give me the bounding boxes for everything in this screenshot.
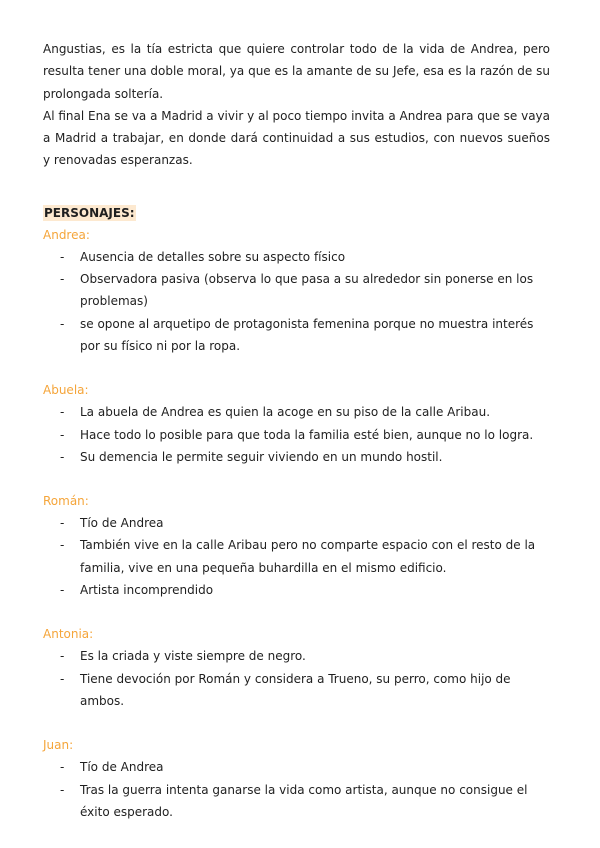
trait-text: También vive en la calle Aribau pero no comparte espacio con el resto de la familia, vive en una pequeña buhardilla en el mismo edificio.: [80, 538, 536, 575]
trait-item: [43, 534, 550, 579]
trait-text: Hace todo lo posible para que toda la familia esté bien, aunque no lo logra.: [80, 427, 534, 442]
intro-paragraph-1: Angustias, es la tía estricta que quiere controlar todo de la vida de Andrea, pero resulta tener una doble moral, ya que es la amante de su Jefe, esa es la razón de su prolongada soltería.: [43, 42, 550, 101]
trait-list: [43, 645, 550, 712]
trait-item: [43, 579, 550, 601]
trait-item: [43, 756, 550, 778]
trait-list: [43, 756, 550, 823]
dash-bullet-icon: -: [60, 449, 65, 464]
trait-text: Tiene devoción por Román y considera a Trueno, su perro, como hijo de ambos.: [80, 671, 511, 708]
trait-text: se opone al arquetipo de protagonista femenina porque no muestra interés por su físico ni por la ropa.: [80, 316, 534, 353]
trait-text: Su demencia le permite seguir viviendo en un mundo hostil.: [80, 449, 443, 464]
dash-bullet-icon: -: [60, 427, 65, 442]
section-spacer: [43, 357, 550, 379]
dash-bullet-icon: -: [60, 760, 65, 775]
dash-bullet-icon: -: [60, 249, 65, 264]
dash-bullet-icon: -: [60, 782, 65, 797]
dash-bullet-icon: -: [60, 649, 65, 664]
section-heading-wrap: [43, 202, 550, 224]
character-section: [43, 224, 550, 357]
character-section: [43, 734, 550, 823]
trait-item: [43, 313, 550, 358]
dash-bullet-icon: -: [60, 405, 65, 420]
dash-bullet-icon: -: [60, 583, 65, 598]
trait-item: [43, 401, 550, 423]
character-section: [43, 379, 550, 468]
dash-bullet-icon: -: [60, 538, 65, 553]
trait-item: [43, 268, 550, 313]
trait-text: Observadora pasiva (observa lo que pasa a su alrededor sin ponerse en los problemas): [80, 272, 534, 309]
section-spacer: [43, 468, 550, 490]
trait-text: Tras la guerra intenta ganarse la vida como artista, aunque no consigue el éxito esperado.: [80, 782, 528, 819]
section-spacer: [43, 601, 550, 623]
trait-text: Tío de Andrea: [80, 516, 164, 531]
character-name: Abuela:: [43, 383, 89, 398]
dash-bullet-icon: -: [60, 272, 65, 287]
trait-list: [43, 512, 550, 601]
dash-bullet-icon: -: [60, 316, 65, 331]
trait-text: Ausencia de detalles sobre su aspecto físico: [80, 249, 346, 264]
character-name: Antonia:: [43, 627, 94, 642]
trait-item: [43, 424, 550, 446]
trait-item: [43, 668, 550, 713]
character-name: Andrea:: [43, 227, 90, 242]
section-heading: PERSONAJES:: [44, 205, 135, 220]
character-name: Juan:: [43, 738, 74, 753]
trait-text: Artista incomprendido: [80, 583, 214, 598]
trait-text: Es la criada y viste siempre de negro.: [80, 649, 306, 664]
trait-item: [43, 779, 550, 824]
character-list: [43, 224, 550, 823]
character-section: [43, 623, 550, 712]
section-spacer: [43, 712, 550, 734]
character-section: [43, 490, 550, 601]
trait-list: [43, 246, 550, 357]
trait-item: [43, 512, 550, 534]
trait-list: [43, 401, 550, 468]
trait-item: [43, 446, 550, 468]
trait-item: [43, 246, 550, 268]
character-name: Román:: [43, 494, 89, 509]
trait-item: [43, 645, 550, 667]
dash-bullet-icon: -: [60, 671, 65, 686]
dash-bullet-icon: -: [60, 516, 65, 531]
intro-paragraph-2: Al final Ena se va a Madrid a vivir y al poco tiempo invita a Andrea para que se vaya a Madrid a trabajar, en donde dará continuidad a sus estudios, con nuevos sueños y renovadas esperanzas.: [43, 108, 551, 168]
trait-text: Tío de Andrea: [80, 760, 164, 775]
trait-text: La abuela de Andrea es quien la acoge en su piso de la calle Aribau.: [80, 405, 491, 420]
